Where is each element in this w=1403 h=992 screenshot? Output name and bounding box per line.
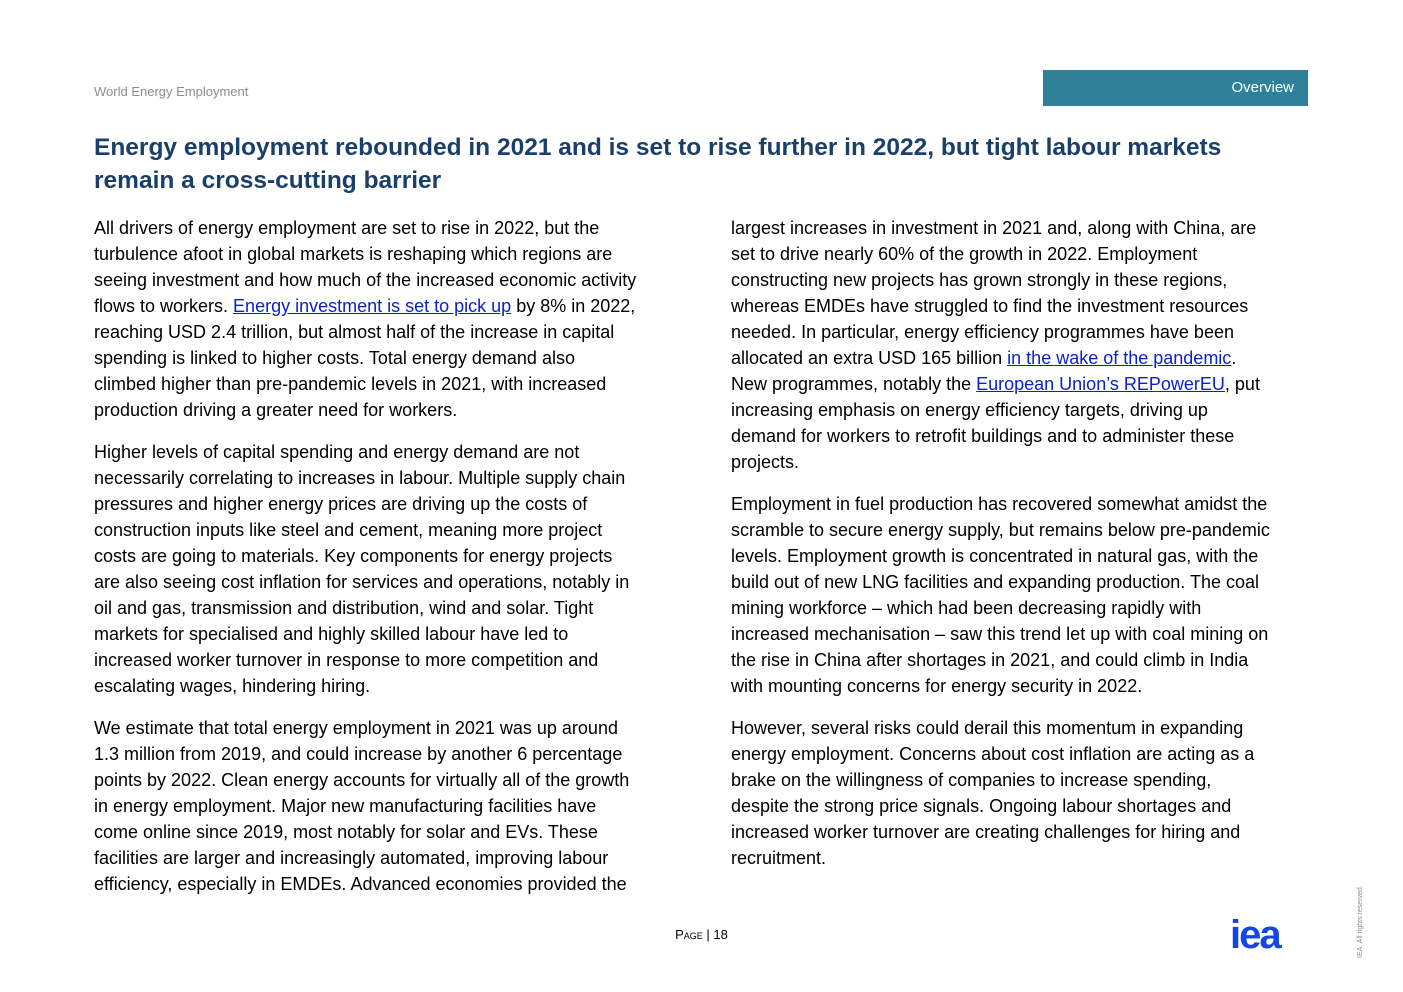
- right-column: [731, 215, 1321, 887]
- text-line: costs are going to materials. Key components for energy projects: [94, 546, 613, 566]
- text-line: [731, 374, 1260, 394]
- page-separator: |: [702, 927, 714, 942]
- text-line: [731, 348, 1236, 368]
- text-line: production driving a greater need for workers.: [94, 400, 458, 420]
- text-line: facilities are larger and increasingly automated, improving labour: [94, 848, 609, 868]
- text-line: We estimate that total energy employment in 2021 was up around: [94, 718, 618, 738]
- text-line: efficiency, especially in EMDEs. Advanced economies provided the: [94, 874, 627, 894]
- text-line: However, several risks could derail this momentum in expanding: [731, 718, 1244, 738]
- iea-logo: [1230, 917, 1308, 958]
- page-number: [0, 927, 1403, 942]
- iea-logo-text: iea: [1230, 917, 1280, 953]
- inline-link[interactable]: Energy investment is set to pick up: [233, 296, 512, 316]
- text-line: escalating wages, hindering hiring.: [94, 676, 371, 696]
- text-line: [94, 296, 635, 316]
- page-label: Page: [675, 927, 703, 942]
- text-line: spending is linked to higher costs. Total energy demand also: [94, 348, 575, 368]
- inline-link[interactable]: European Union’s REPowerEU: [976, 374, 1225, 394]
- section-tab: Overview: [1043, 70, 1308, 106]
- text-line: whereas EMDEs have struggled to find the investment resources: [731, 296, 1249, 316]
- document-title: World Energy Employment: [94, 84, 249, 99]
- text-line: oil and gas, transmission and distribution, wind and solar. Tight: [94, 598, 594, 618]
- text-line: recruitment.: [731, 848, 827, 868]
- text-line: climbed higher than pre-pandemic levels in 2021, with increased: [94, 374, 607, 394]
- text-line: increased mechanisation – saw this trend let up with coal mining on: [731, 624, 1269, 644]
- text-segment: .: [1231, 348, 1237, 368]
- text-line: largest increases in investment in 2021 and, along with China, are: [731, 218, 1257, 238]
- text-line: Higher levels of capital spending and energy demand are not: [94, 442, 580, 462]
- page-title: [94, 131, 1314, 197]
- text-line: are also seeing cost inflation for services and operations, notably in: [94, 572, 630, 592]
- text-line: brake on the willingness of companies to increase spending,: [731, 770, 1212, 790]
- text-line: markets for specialised and highly skilled labour have led to: [94, 624, 569, 644]
- text-line: energy employment. Concerns about cost inflation are acting as a: [731, 744, 1255, 764]
- page-number-value: 18: [713, 927, 728, 942]
- text-line: construction inputs like steel and cement, meaning more project: [94, 520, 603, 540]
- text-segment: allocated an extra USD 165 billion: [731, 348, 1008, 368]
- text-line: build out of new LNG facilities and expanding production. The coal: [731, 572, 1260, 592]
- text-line: despite the strong price signals. Ongoing labour shortages and: [731, 796, 1232, 816]
- text-line: demand for workers to retrofit buildings and to administer these: [731, 426, 1235, 446]
- text-line: scramble to secure energy supply, but remains below pre-pandemic: [731, 520, 1270, 540]
- text-line: 1.3 million from 2019, and could increase by another 6 percentage: [94, 744, 623, 764]
- page-title-line-1: Energy employment rebounded in 2021 and is set to rise further in 2022, but tight labour markets: [94, 134, 1222, 161]
- text-line: reaching USD 2.4 trillion, but almost half of the increase in capital: [94, 322, 615, 342]
- text-line: mining workforce – which had been decreasing rapidly with: [731, 598, 1202, 618]
- text-segment: flows to workers.: [94, 296, 234, 316]
- paragraph: [731, 491, 1321, 699]
- text-line: the rise in China after shortages in 2021, and could climb in India: [731, 650, 1249, 670]
- text-line: constructing new projects has grown strongly in these regions,: [731, 270, 1228, 290]
- text-line: in energy employment. Major new manufacturing facilities have: [94, 796, 597, 816]
- text-line: pressures and higher energy prices are driving up the costs of: [94, 494, 588, 514]
- text-line: needed. In particular, energy efficiency programmes have been: [731, 322, 1234, 342]
- text-line: seeing investment and how much of the increased economic activity: [94, 270, 637, 290]
- text-line: increased worker turnover in response to more competition and: [94, 650, 599, 670]
- paragraph: [731, 715, 1321, 871]
- paragraph: [731, 215, 1321, 475]
- left-column: [94, 215, 684, 913]
- inline-link[interactable]: in the wake of the pandemic: [1007, 348, 1232, 368]
- rights-notice: IEA. All rights reserved.: [1357, 885, 1364, 958]
- text-line: levels. Employment growth is concentrated in natural gas, with the: [731, 546, 1259, 566]
- text-line: increased worker turnover are creating challenges for hiring and: [731, 822, 1241, 842]
- text-segment: , put: [1224, 374, 1260, 394]
- text-line: set to drive nearly 60% of the growth in 2022. Employment: [731, 244, 1198, 264]
- text-line: come online since 2019, most notably for solar and EVs. These: [94, 822, 598, 842]
- page-title-line-2: remain a cross-cutting barrier: [94, 167, 442, 194]
- text-line: increasing emphasis on energy efficiency targets, driving up: [731, 400, 1208, 420]
- text-line: Employment in fuel production has recovered somewhat amidst the: [731, 494, 1268, 514]
- text-line: with mounting concerns for energy security in 2022.: [731, 676, 1143, 696]
- text-line: points by 2022. Clean energy accounts for virtually all of the growth: [94, 770, 630, 790]
- text-line: necessarily correlating to increases in labour. Multiple supply chain: [94, 468, 626, 488]
- text-segment: by 8% in 2022,: [511, 296, 636, 316]
- text-line: All drivers of energy employment are set to rise in 2022, but the: [94, 218, 600, 238]
- paragraph: [94, 215, 684, 423]
- iea-logo-icon: [1230, 917, 1308, 953]
- text-line: projects.: [731, 452, 800, 472]
- paragraph: [94, 439, 684, 699]
- paragraph: [94, 715, 684, 897]
- text-segment: New programmes, notably the: [731, 374, 977, 394]
- text-line: turbulence afoot in global markets is reshaping which regions are: [94, 244, 613, 264]
